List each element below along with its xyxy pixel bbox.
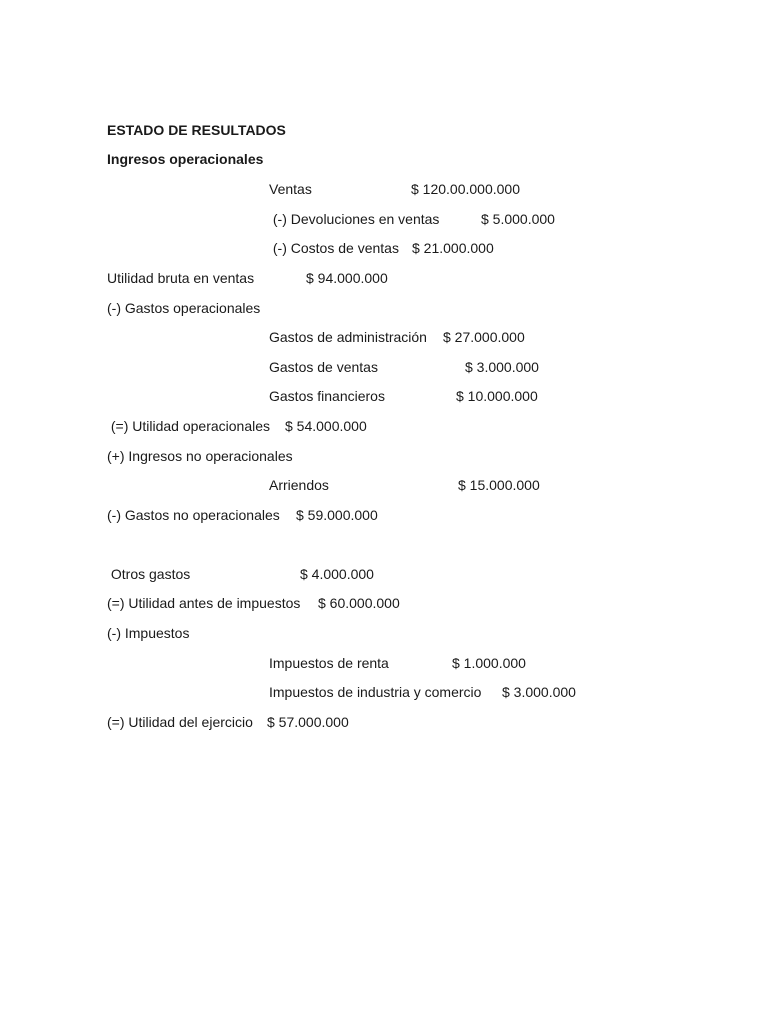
gastos-admin-amount: $ 27.000.000: [443, 329, 525, 345]
impuestos-industria-label: Impuestos de industria y comercio: [269, 684, 482, 700]
gastos-financieros-amount: $ 10.000.000: [456, 388, 538, 404]
impuestos-industria-amount: $ 3.000.000: [502, 684, 576, 700]
ingresos-no-operacionales-label: (+) Ingresos no operacionales: [107, 448, 293, 464]
utilidad-operacional-label: (=) Utilidad operacionales: [107, 418, 271, 434]
utilidad-antes-impuestos-label: (=) Utilidad antes de impuestos: [107, 595, 301, 611]
arriendos-amount: $ 15.000.000: [458, 477, 540, 493]
ventas-amount: $ 120.00.000.000: [411, 181, 520, 197]
gastos-no-operacionales-label: (-) Gastos no operacionales: [107, 507, 280, 523]
impuestos-renta-amount: $ 1.000.000: [452, 655, 526, 671]
gastos-financieros-label: Gastos financieros: [269, 388, 385, 404]
impuestos-label: (-) Impuestos: [107, 625, 190, 641]
gastos-ventas-label: Gastos de ventas: [269, 359, 378, 375]
costos-amount: $ 21.000.000: [412, 240, 494, 256]
section-heading: Ingresos operacionales: [107, 151, 264, 167]
otros-gastos-amount: $ 4.000.000: [300, 566, 374, 582]
utilidad-bruta-amount: $ 94.000.000: [306, 270, 388, 286]
arriendos-label: Arriendos: [269, 477, 329, 493]
utilidad-operacional-amount: $ 54.000.000: [285, 418, 367, 434]
gastos-operacionales-label: (-) Gastos operacionales: [107, 300, 261, 316]
otros-gastos-label: Otros gastos: [107, 566, 191, 582]
utilidad-bruta-label: Utilidad bruta en ventas: [107, 270, 255, 286]
document-title: ESTADO DE RESULTADOS: [107, 122, 286, 138]
gastos-admin-label: Gastos de administración: [269, 329, 427, 345]
devoluciones-amount: $ 5.000.000: [481, 211, 555, 227]
impuestos-renta-label: Impuestos de renta: [269, 655, 389, 671]
gastos-ventas-amount: $ 3.000.000: [465, 359, 539, 375]
costos-label: (-) Costos de ventas: [269, 240, 399, 256]
ventas-label: Ventas: [269, 181, 312, 197]
utilidad-antes-impuestos-amount: $ 60.000.000: [318, 595, 400, 611]
gastos-no-operacionales-amount: $ 59.000.000: [296, 507, 378, 523]
utilidad-ejercicio-amount: $ 57.000.000: [267, 714, 349, 730]
utilidad-ejercicio-label: (=) Utilidad del ejercicio: [107, 714, 253, 730]
devoluciones-label: (-) Devoluciones en ventas: [269, 211, 440, 227]
